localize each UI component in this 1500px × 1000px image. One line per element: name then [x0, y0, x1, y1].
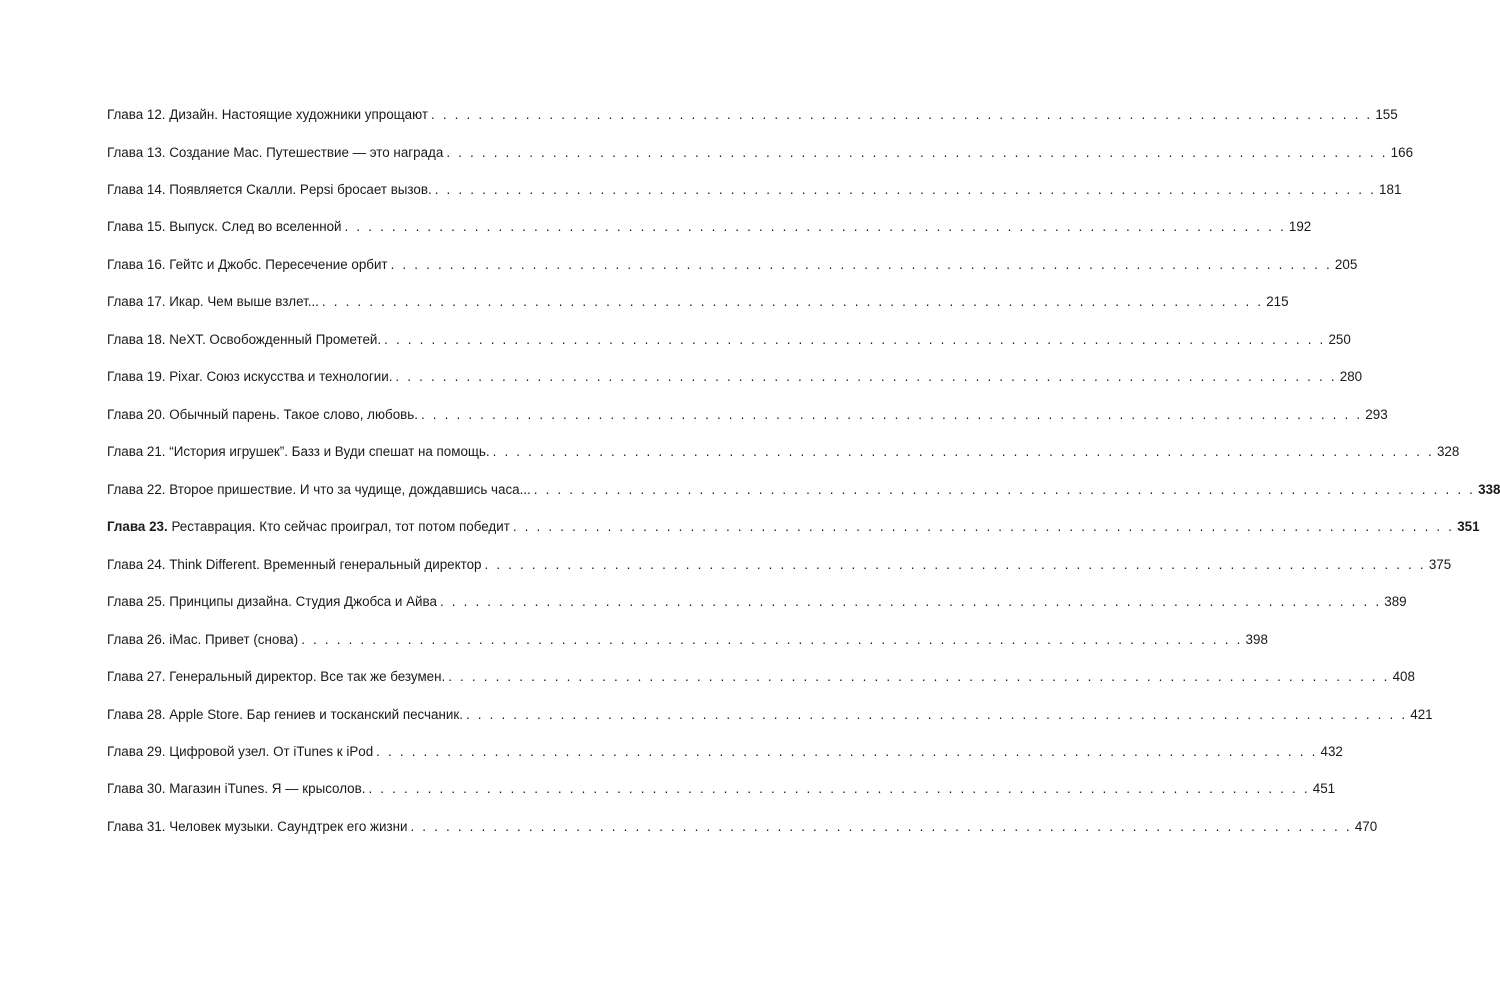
chapter-title: Появляется Скалли. Pepsi бросает вызов.: [169, 181, 432, 197]
page-number: 250: [1328, 331, 1351, 347]
dot-leader: . . . . . . . . . . . . . . . . . . . . . . . . . . . . . . . . . . . . . . . . . . . . . . . . . . . . . . . . . . . . . . . . . . . . . . . . . . . . . . . .: [533, 481, 1476, 497]
dot-leader: . . . . . . . . . . . . . . . . . . . . . . . . . . . . . . . . . . . . . . . . . . . . . . . . . . . . . . . . . . . . . . . . . . . . . . . . . . . . . . . .: [434, 181, 1377, 197]
toc-entry-chapter-22: [107, 471, 1500, 508]
toc-entry-chapter-25: [107, 583, 1407, 620]
toc-entry-chapter-12: [107, 96, 1398, 133]
toc-entry-chapter-15: [107, 208, 1312, 245]
chapter-number: Глава 20.: [107, 406, 166, 422]
page-number: 432: [1320, 744, 1343, 759]
chapter-number: Глава 31.: [107, 818, 166, 834]
dot-leader: . . . . . . . . . . . . . . . . . . . . . . . . . . . . . . . . . . . . . . . . . . . . . . . . . . . . . . . . . . . . . . . . . . . . . . . . . . . . . . . .: [376, 744, 1318, 759]
dot-leader: . . . . . . . . . . . . . . . . . . . . . . . . . . . . . . . . . . . . . . . . . . . . . . . . . . . . . . . . . . . . . . . . . . . . . . . . . . . . . . . .: [492, 444, 1434, 460]
dot-leader: . . . . . . . . . . . . . . . . . . . . . . . . . . . . . . . . . . . . . . . . . . . . . . . . . . . . . . . . . . . . . . . . . . . . . . . . . . . . . . . .: [384, 331, 1326, 347]
page-number: 166: [1390, 144, 1414, 160]
toc-entry-chapter-20: [107, 396, 1388, 433]
page-number: 328: [1436, 444, 1460, 460]
dot-leader: . . . . . . . . . . . . . . . . . . . . . . . . . . . . . . . . . . . . . . . . . . . . . . . . . . . . . . . . . . . . . . . . . . . . . . . . . . . . . . . .: [344, 219, 1286, 235]
chapter-title: Обычный парень. Такое слово, любовь.: [169, 406, 418, 422]
page-number: 192: [1288, 219, 1312, 235]
page-number: 375: [1428, 556, 1452, 572]
dot-leader: . . . . . . . . . . . . . . . . . . . . . . . . . . . . . . . . . . . . . . . . . . . . . . . . . . . . . . . . . . . . . . . . . . . . . . . . . . . . . . . .: [368, 781, 1310, 797]
toc-entry-chapter-29: [107, 733, 1343, 770]
toc-entry-chapter-31: [107, 808, 1378, 845]
chapter-title: Генеральный директор. Все так же безумен.: [169, 669, 446, 685]
chapter-number: Глава 22.: [107, 481, 166, 497]
page-number: 181: [1379, 181, 1402, 197]
dot-leader: . . . . . . . . . . . . . . . . . . . . . . . . . . . . . . . . . . . . . . . . . . . . . . . . . . . . . . . . . . . . . . . . . . . . . . . . . . . . . . . .: [410, 818, 1352, 834]
table-of-contents: [107, 96, 1500, 845]
chapter-title: Второе пришествие. И что за чудище, дождавшись часа...: [169, 481, 531, 497]
toc-entry-chapter-21: [107, 433, 1460, 470]
toc-entry-chapter-26: [107, 621, 1268, 658]
toc-entry-chapter-19: [107, 358, 1363, 395]
dot-leader: . . . . . . . . . . . . . . . . . . . . . . . . . . . . . . . . . . . . . . . . . . . . . . . . . . . . . . . . . . . . . . . . . . . . . . . . . . . . . . . .: [446, 144, 1388, 160]
chapter-title: NeXT. Освобожденный Прометей.: [169, 331, 382, 347]
chapter-title: Человек музыки. Саундтрек его жизни: [169, 818, 408, 834]
page-number: 215: [1266, 294, 1289, 310]
chapter-number: Глава 18.: [107, 331, 166, 347]
chapter-title: Think Different. Временный генеральный директор: [169, 556, 482, 572]
chapter-number: Глава 12.: [107, 107, 166, 123]
chapter-number: Глава 19.: [107, 369, 166, 385]
chapter-title: “История игрушек”. Базз и Вуди спешат на помощь.: [169, 444, 490, 460]
chapter-number: Глава 15.: [107, 219, 166, 235]
dot-leader: . . . . . . . . . . . . . . . . . . . . . . . . . . . . . . . . . . . . . . . . . . . . . . . . . . . . . . . . . . . . . . . . . . . . . . . . . . . . . . . .: [448, 669, 1390, 685]
chapter-title: Принципы дизайна. Студия Джобса и Айва: [169, 594, 437, 610]
page-number: 421: [1410, 706, 1433, 722]
chapter-number: Глава 29.: [107, 744, 166, 759]
toc-entry-chapter-18: [107, 321, 1351, 358]
page-number: 155: [1375, 107, 1398, 123]
toc-entry-chapter-16: [107, 246, 1358, 283]
dot-leader: . . . . . . . . . . . . . . . . . . . . . . . . . . . . . . . . . . . . . . . . . . . . . . . . . . . . . . . . . . . . . . . . . . . . . . . . . . . . . . . .: [301, 631, 1243, 647]
page-number: 280: [1339, 369, 1363, 385]
toc-entry-chapter-13: [107, 133, 1414, 170]
toc-entry-chapter-14: [107, 171, 1402, 208]
toc-entry-chapter-28: [107, 696, 1433, 733]
page-number: 470: [1354, 818, 1378, 834]
chapter-title: Реставрация. Кто сейчас проиграл, тот потом победит: [171, 519, 510, 535]
toc-entry-chapter-24: [107, 546, 1452, 583]
dot-leader: . . . . . . . . . . . . . . . . . . . . . . . . . . . . . . . . . . . . . . . . . . . . . . . . . . . . . . . . . . . . . . . . . . . . . . . . . . . . . . . .: [431, 107, 1373, 123]
chapter-number: Глава 17.: [107, 294, 166, 310]
chapter-title: Магазин iTunes. Я — крысолов.: [169, 781, 366, 797]
chapter-number: Глава 14.: [107, 181, 166, 197]
chapter-title: Дизайн. Настоящие художники упрощают: [169, 107, 428, 123]
page-number: 408: [1392, 669, 1415, 685]
chapter-number: Глава 28.: [107, 706, 166, 722]
chapter-title: Цифровой узел. От iTunes к iPod: [169, 744, 374, 759]
page-number: 205: [1334, 256, 1358, 272]
toc-entry-chapter-17: [107, 283, 1289, 320]
chapter-number: Глава 27.: [107, 669, 166, 685]
dot-leader: . . . . . . . . . . . . . . . . . . . . . . . . . . . . . . . . . . . . . . . . . . . . . . . . . . . . . . . . . . . . . . . . . . . . . . . . . . . . . . . .: [390, 256, 1332, 272]
dot-leader: . . . . . . . . . . . . . . . . . . . . . . . . . . . . . . . . . . . . . . . . . . . . . . . . . . . . . . . . . . . . . . . . . . . . . . . . . . . . . . . .: [484, 556, 1426, 572]
chapter-title: iMac. Привет (снова): [169, 631, 299, 647]
toc-entry-chapter-27: [107, 658, 1415, 695]
dot-leader: . . . . . . . . . . . . . . . . . . . . . . . . . . . . . . . . . . . . . . . . . . . . . . . . . . . . . . . . . . . . . . . . . . . . . . . . . . . . . . . .: [395, 369, 1337, 385]
page-number: 389: [1384, 594, 1407, 610]
chapter-number: Глава 30.: [107, 781, 166, 797]
chapter-number: Глава 13.: [107, 144, 166, 160]
toc-entry-chapter-30: [107, 770, 1336, 807]
chapter-number: Глава 16.: [107, 256, 166, 272]
chapter-number: Глава 23.: [107, 519, 168, 535]
chapter-title: Pixar. Союз искусства и технологии.: [169, 369, 393, 385]
chapter-title: Создание Mac. Путешествие — это награда: [169, 144, 444, 160]
chapter-number: Глава 25.: [107, 594, 166, 610]
page-number: 293: [1365, 406, 1388, 422]
chapter-title: Гейтс и Джобс. Пересечение орбит: [169, 256, 388, 272]
dot-leader: . . . . . . . . . . . . . . . . . . . . . . . . . . . . . . . . . . . . . . . . . . . . . . . . . . . . . . . . . . . . . . . . . . . . . . . . . . . . . . . .: [420, 406, 1363, 422]
chapter-number: Глава 24.: [107, 556, 166, 572]
dot-leader: . . . . . . . . . . . . . . . . . . . . . . . . . . . . . . . . . . . . . . . . . . . . . . . . . . . . . . . . . . . . . . . . . . . . . . . . . . . . . . . .: [465, 706, 1408, 722]
chapter-number: Глава 21.: [107, 444, 166, 460]
chapter-title: Икар. Чем выше взлет...: [169, 294, 319, 310]
dot-leader: . . . . . . . . . . . . . . . . . . . . . . . . . . . . . . . . . . . . . . . . . . . . . . . . . . . . . . . . . . . . . . . . . . . . . . . . . . . . . . . .: [321, 294, 1264, 310]
page-number: 451: [1312, 781, 1336, 797]
page-number: 338: [1478, 481, 1500, 497]
dot-leader: . . . . . . . . . . . . . . . . . . . . . . . . . . . . . . . . . . . . . . . . . . . . . . . . . . . . . . . . . . . . . . . . . . . . . . . . . . . . . . . .: [439, 594, 1382, 610]
chapter-title: Apple Store. Бар гениев и тосканский песчаник.: [169, 706, 463, 722]
chapter-number: Глава 26.: [107, 631, 166, 647]
toc-entry-chapter-23: [107, 508, 1480, 545]
dot-leader: . . . . . . . . . . . . . . . . . . . . . . . . . . . . . . . . . . . . . . . . . . . . . . . . . . . . . . . . . . . . . . . . . . . . . . . . . . . . . . . .: [512, 519, 1455, 535]
page-number: 398: [1245, 631, 1268, 647]
chapter-title: Выпуск. След во вселенной: [169, 219, 342, 235]
page-number: 351: [1457, 519, 1480, 535]
